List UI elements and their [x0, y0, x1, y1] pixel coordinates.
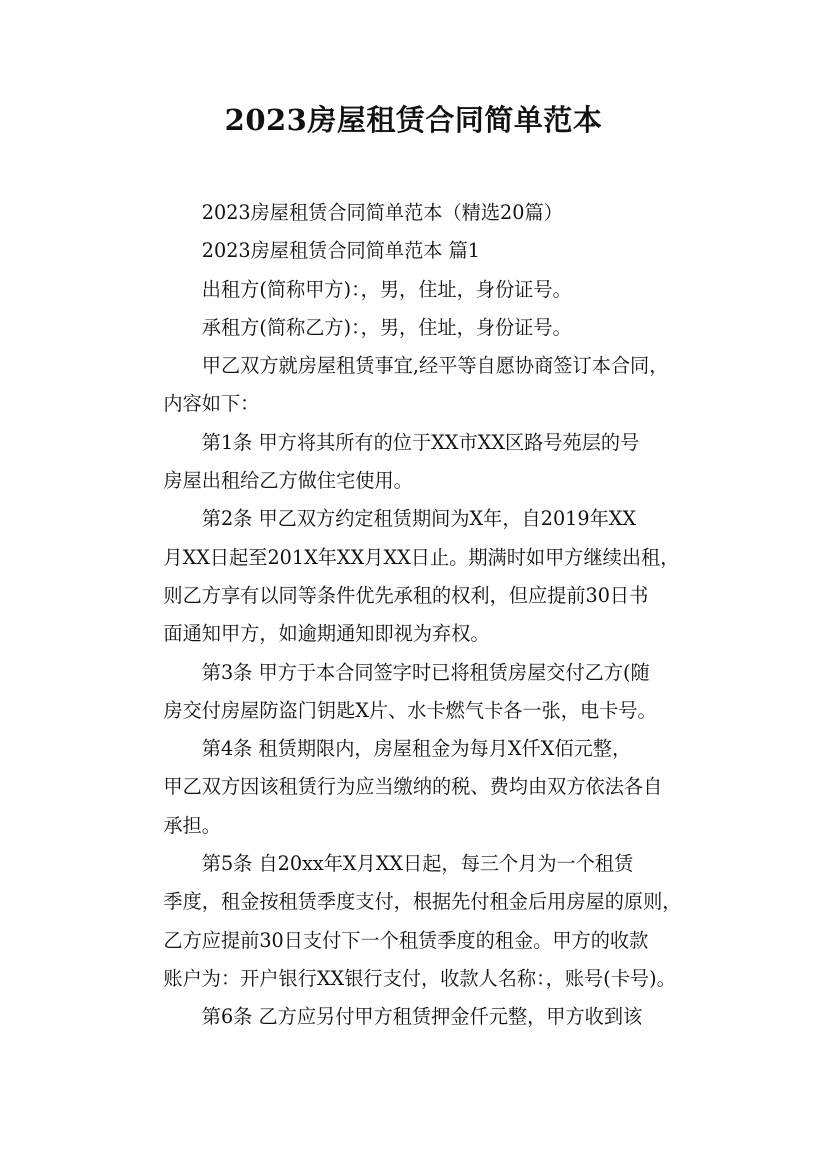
paragraph-line: 出租方(简称甲方)：，男，住址，身份证号。 — [201, 277, 572, 301]
paragraph-article-1 — [125, 424, 705, 501]
paragraph-line: 第5条 自20xx年X月XX日起，每三个月为一个租赁 — [201, 852, 634, 876]
paragraph-line: 承担。 — [163, 813, 221, 837]
document-body — [125, 194, 705, 1037]
paragraph-line: 甲乙双方因该租赁行为应当缴纳的税、费均由双方依法各自 — [163, 775, 663, 799]
paragraph-line: 第6条 乙方应另付甲方租赁押金仟元整，甲方收到该 — [201, 1005, 643, 1029]
paragraph-line: 账户为：开户银行XX银行支付，收款人名称：，账号(卡号)。 — [163, 966, 676, 990]
paragraph-article-5 — [125, 845, 705, 998]
document-title: 2023房屋租赁合同简单范本 — [224, 103, 603, 137]
paragraph-preamble — [125, 347, 705, 424]
paragraph-line: 第4条 租赁期限内，房屋租金为每月X仟X佰元整， — [201, 737, 632, 761]
paragraph-line: 甲乙双方就房屋租赁事宜,经平等自愿协商签订本合同， — [201, 354, 669, 378]
paragraph-article-2 — [125, 500, 705, 653]
paragraph-line: 承租方(简称乙方)：，男，住址，身份证号。 — [201, 315, 572, 339]
paragraph-line: 月XX日起至201X年XX月XX日止。期满时如甲方继续出租， — [163, 545, 680, 569]
paragraph-line: 2023房屋租赁合同简单范本（精选20篇） — [201, 201, 563, 224]
paragraph-line: 则乙方享有以同等条件优先承租的权利，但应提前30日书 — [163, 583, 649, 607]
paragraph-line: 2023房屋租赁合同简单范本 篇1 — [201, 239, 480, 263]
paragraph-line: 第3条 甲方于本合同签字时已将租赁房屋交付乙方(随 — [201, 660, 650, 684]
paragraph-article-4 — [125, 730, 705, 845]
paragraph-line: 房交付房屋防盗门钥匙X片、水卡燃气卡各一张，电卡号。 — [163, 698, 657, 722]
paragraph-article-6 — [125, 998, 705, 1036]
paragraph-line: 房屋出租给乙方做住宅使用。 — [163, 469, 413, 493]
paragraph-line: 内容如下： — [163, 392, 260, 416]
paragraph-lessor — [125, 271, 705, 309]
paragraph-article-3 — [125, 654, 705, 731]
paragraph-line: 第2条 甲乙双方约定租赁期间为X年，自2019年XX — [201, 507, 637, 531]
paragraph-line: 第1条 甲方将其所有的位于XX市XX区路号苑层的号 — [201, 430, 640, 454]
paragraph-line: 乙方应提前30日支付下一个租赁季度的租金。甲方的收款 — [163, 928, 649, 952]
paragraph-heading — [125, 194, 705, 232]
paragraph-line: 季度，租金按租赁季度支付，根据先付租金后用房屋的原则， — [163, 890, 682, 914]
paragraph-section-title — [125, 232, 705, 270]
paragraph-line: 面通知甲方，如逾期通知即视为弃权。 — [163, 622, 490, 646]
paragraph-lessee — [125, 309, 705, 347]
